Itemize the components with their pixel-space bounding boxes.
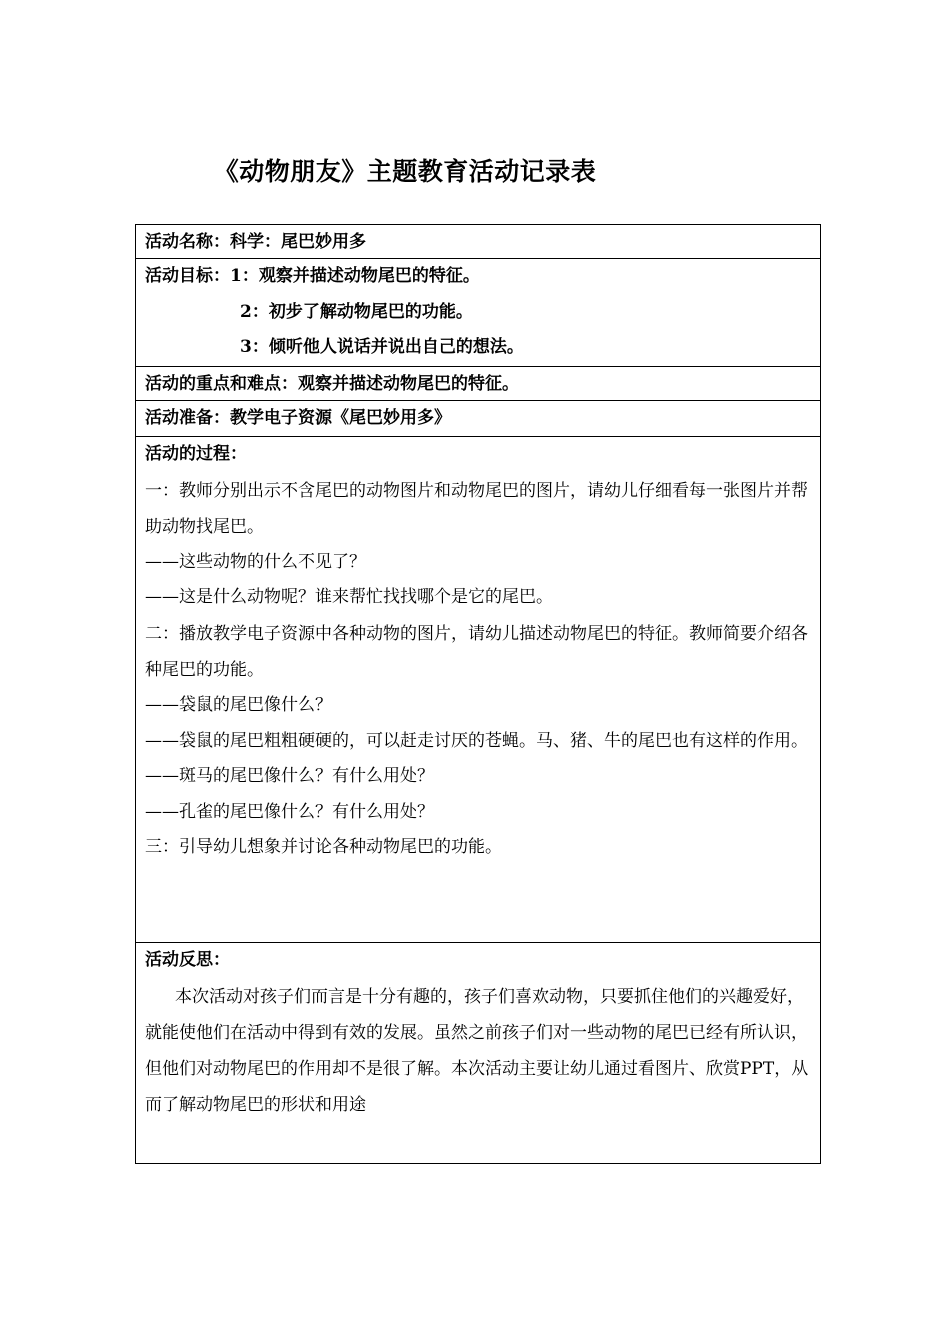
- preparation: 活动准备：教学电子资源《尾巴妙用多》: [145, 408, 451, 428]
- process-step-3: 三：引导幼儿想象并讨论各种动物尾巴的功能。: [145, 837, 502, 857]
- process-question-5: ——斑马的尾巴像什么？有什么用处？: [145, 766, 434, 786]
- goal-3: 3：倾听他人说话并说出自己的想法。: [240, 337, 524, 357]
- reflection-heading: 活动反思：: [145, 950, 230, 970]
- activity-goals-row: [136, 259, 820, 367]
- process-heading: 活动的过程：: [145, 444, 247, 464]
- document-title: 《动物朋友》主题教育活动记录表: [213, 157, 597, 186]
- reflection-text: 本次活动对孩子们而言是十分有趣的，孩子们喜欢动物，只要抓住他们的兴趣爱好，就能使他们在活动中得到有效的发展。虽然之前孩子们对一些动物的尾巴已经有所认识，但他们对动物尾巴的作用却不是很了解。本次活动主要让幼儿通过看图片、欣赏PPT，从而了解动物尾巴的形状和用途: [145, 986, 809, 1115]
- process-row: [136, 437, 820, 943]
- activity-record-table: [135, 224, 821, 1164]
- process-question-1: ——这些动物的什么不见了？: [145, 551, 366, 572]
- reflection-row: [136, 943, 820, 1163]
- process-step-2: 二：播放教学电子资源中各种动物的图片，请幼儿描述动物尾巴的特征。教师简要介绍各种尾巴的功能。: [145, 623, 808, 680]
- process-question-2: ——这是什么动物呢？谁来帮忙找找哪个是它的尾巴。: [145, 587, 553, 607]
- goal-1: 活动目标：1：观察并描述动物尾巴的特征。: [145, 266, 480, 286]
- process-question-6: ——孔雀的尾巴像什么？有什么用处？: [145, 801, 434, 822]
- preparation-row: [136, 401, 820, 437]
- activity-name: 活动名称：科学：尾巴妙用多: [145, 232, 366, 252]
- activity-name-row: [136, 225, 820, 259]
- key-points: 活动的重点和难点：观察并描述动物尾巴的特征。: [145, 374, 519, 394]
- goal-2: 2：初步了解动物尾巴的功能。: [240, 301, 473, 322]
- process-question-3: ——袋鼠的尾巴像什么？: [145, 694, 332, 715]
- process-question-4: ——袋鼠的尾巴粗粗硬硬的，可以赶走讨厌的苍蝇。马、猪、牛的尾巴也有这样的作用。: [145, 731, 808, 751]
- process-step-1: 一：教师分别出示不含尾巴的动物图片和动物尾巴的图片，请幼儿仔细看每一张图片并帮助动物找尾巴。: [145, 480, 808, 537]
- key-points-row: [136, 367, 820, 401]
